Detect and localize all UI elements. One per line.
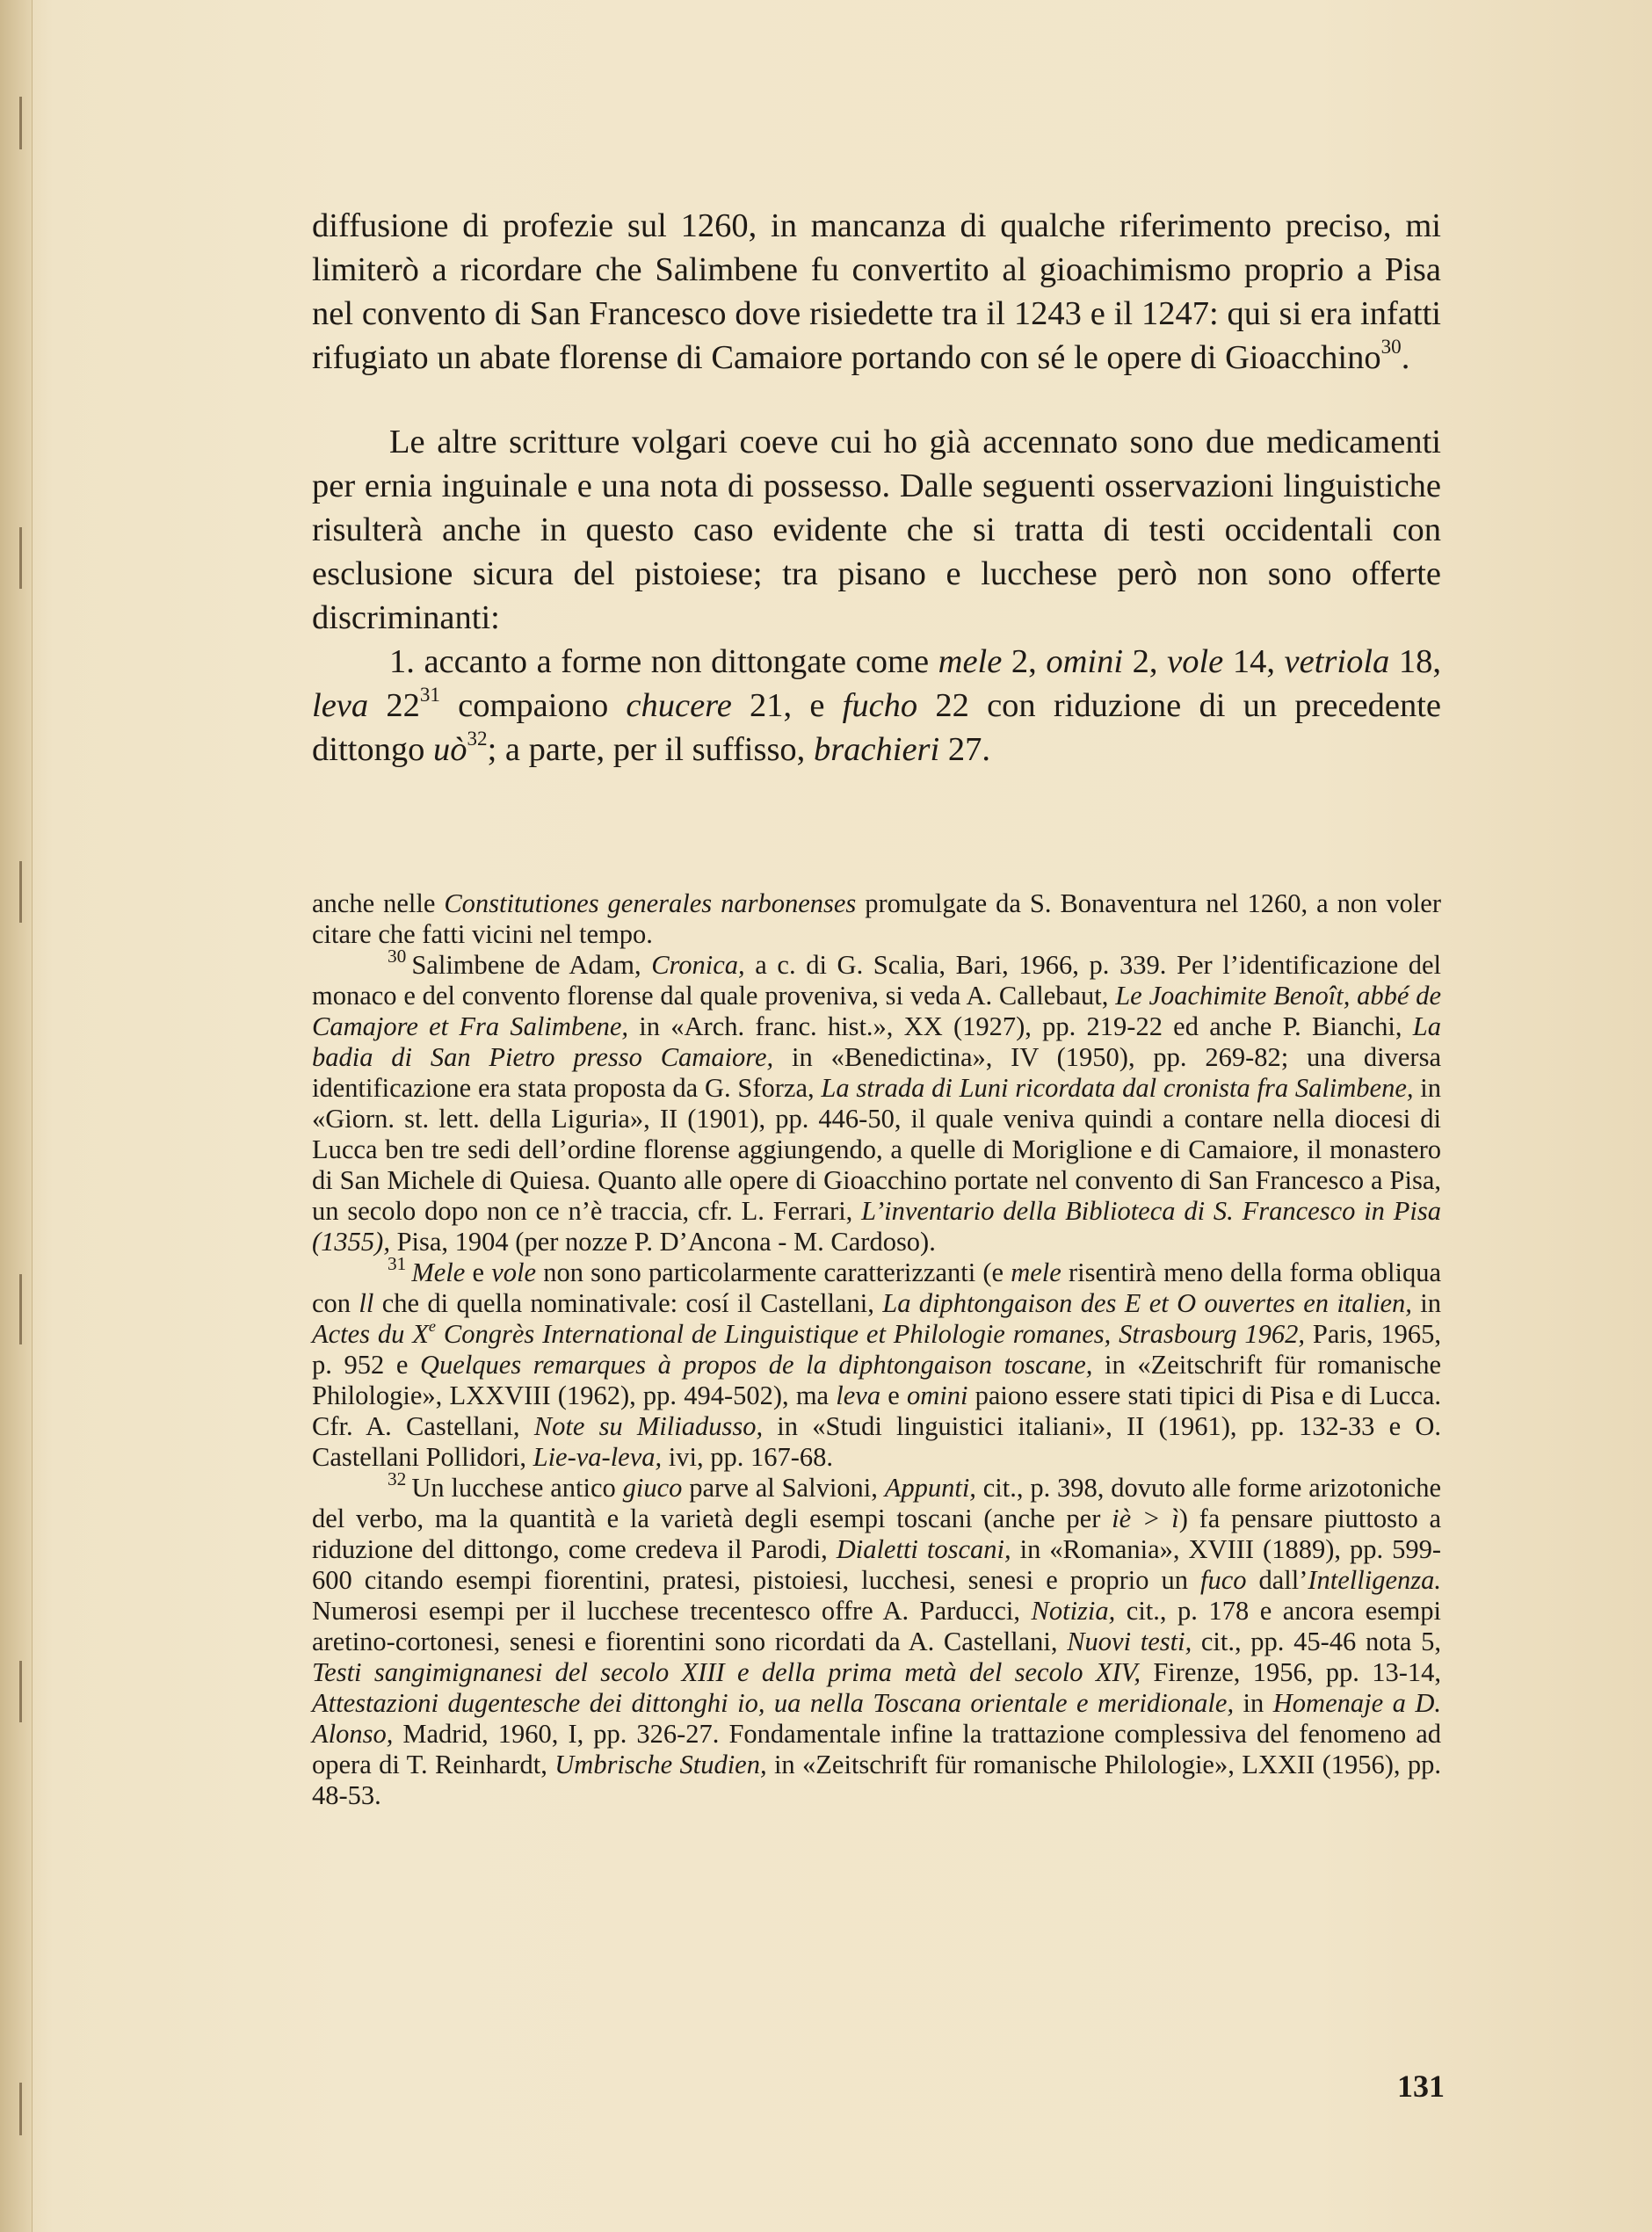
footnote-number: 30 [388, 945, 407, 967]
footnote-31: $^{31}$ Mele e vole non sono particolarmente caratterizzanti (e mele risentirà meno della forma obliqua con ll che di quella nominativale: cosí il Castellani, La diphtongaison des E et O ouvertes en italien, in Actes du Xe Congrès International de Linguistique et Philologie romanes, Strasbourg 1962, Paris, 1965, p. 952 e Quelques remarques à propos de la diphtongaison toscane, in «Zeitschrift für romanische Philologie», LXXVIII (1962), pp. 494-502), ma leva e omini paiono essere stati tipici di Pisa e di Lucca. Cfr. A. Castellani, Note su Miliadusso, in «Studi linguistici italiani», II (1961), pp. 132-33 e O. Castellani Pollidori, Lie-va-leva, ivi, pp. 167-68. [312, 1252, 1442, 1472]
page-binding [0, 0, 33, 2232]
binding-stitch [19, 861, 22, 923]
paragraph-2: Le altre scritture volgari coeve cui ho già accennato sono due medicamenti per ernia inguinale e una nota di possesso. Dalle seguenti osservazioni linguistiche risulterà anche in questo caso evidente che si tratta di testi occidentali con esclusione sicura del pistoiese; tra pisano e lucchese però non sono offerte discriminanti: [312, 424, 1441, 636]
footnote-continuation: anche nelle Constitutiones generales narbonenses promulgate da S. Bonaventura nel 1260, a non voler citare che fatti vicini nel tempo. [312, 888, 1442, 949]
footnotes [312, 888, 1441, 1811]
footnote-ref-31[interactable]: 31 [419, 682, 440, 706]
binding-stitch [19, 2083, 22, 2135]
binding-stitch [19, 97, 22, 149]
footnote-30: $^{30}$ Salimbene de Adam, Cronica, a c. di G. Scalia, Bari, 1966, p. 339. Per l’identificazione del monaco e del convento florense dal quale proveniva, si veda A. Callebaut, Le Joachimite Benoît, abbé de Camajore et Fra Salimbene, in «Arch. franc. hist.», XX (1927), pp. 219-22 ed anche P. Bianchi, La badia di San Pietro presso Camaiore, in «Benedictina», IV (1950), pp. 269-82; una diversa identificazione era stata proposta da G. Sforza, La strada di Luni ricordata dal cronista fra Salimbene, in «Giorn. st. lett. della Liguria», II (1901), pp. 446-50, il quale veniva quindi a contare nella diocesi di Lucca ben tre sedi dell’ordine florense aggiungendo, a quelle di Moriglione e di Camaiore, il monastero di San Michele di Quiesa. Quanto alle opere di Gioacchino portate nel convento di San Francesco a Pisa, un secolo dopo non ce n’è traccia, cfr. L. Ferrari, L’inventario della Biblioteca di S. Francesco in Pisa (1355), Pisa, 1904 (per nozze P. D’Ancona - M. Cardoso). [312, 945, 1442, 1257]
binding-stitch [19, 1274, 22, 1344]
binding-stitch [19, 527, 22, 589]
footnote-ref-30[interactable]: 30 [1380, 334, 1402, 358]
footnote-number: 31 [388, 1252, 407, 1274]
paragraph-1 [312, 204, 1441, 380]
main-text [312, 204, 1441, 772]
footnote-number: 32 [388, 1467, 407, 1489]
footnote-32: $^{32}$ Un lucchese antico giuco parve al Salvioni, Appunti, cit., p. 398, dovuto alle forme arizotoniche del verbo, ma la quantità e la varietà degli esempi toscani (anche per iè > ì) fa pensare piuttosto a riduzione del dittongo, come credeva il Parodi, Dialetti toscani, in «Romania», XVIII (1889), pp. 599-600 citando esempi fiorentini, pratesi, pistoiesi, lucchesi, senesi e proprio un fuco dall’Intelligenza. Numerosi esempi per il lucchese trecentesco offre A. Parducci, Notizia, cit., p. 178 e ancora esempi aretino-cortonesi, senesi e fiorentini sono ricordati da A. Castellani, Nuovi testi, cit., pp. 45-46 nota 5, Testi sangimignanesi del secolo XIII e della prima metà del secolo XIV, Firenze, 1956, pp. 13-14, Attestazioni dugentesche dei dittonghi io, ua nella Toscana orientale e meridionale, in Homenaje a D. Alonso, Madrid, 1960, I, pp. 326-27. Fondamentale infine la trattazione complessiva del fenomeno ad opera di T. Reinhardt, Umbrische Studien, in «Zeitschrift für romanische Philologie», LXXII (1956), pp. 48-53. [312, 1467, 1442, 1810]
paragraph-1-text: diffusione di profezie sul 1260, in mancanza di qualche riferimento preciso, mi limiterò a ricordare che Salimbene fu convertito al gioachimismo proprio a Pisa nel convento di San Francesco dove risiedette tra il 1243 e il 1247: qui si era infatti rifugiato un abate florense di Camaiore portando con sé le opere di Gioacchino [312, 207, 1441, 376]
footnote-ref-32[interactable]: 32 [467, 726, 488, 750]
paragraph-3: 1. accanto a forme non dittongate come mele 2, omini 2, vole 14, vetriola 18, leva $22^{31}$ compaiono chucere 21, e fucho 22 con riduzione di un precedente dittongo $uò^{32}$; a parte, per il suffisso, brachieri 27. [312, 643, 1442, 768]
binding-stitch [19, 1661, 22, 1722]
paragraph-1-end: . [1401, 339, 1410, 376]
page-number: 131 [1397, 2069, 1445, 2104]
